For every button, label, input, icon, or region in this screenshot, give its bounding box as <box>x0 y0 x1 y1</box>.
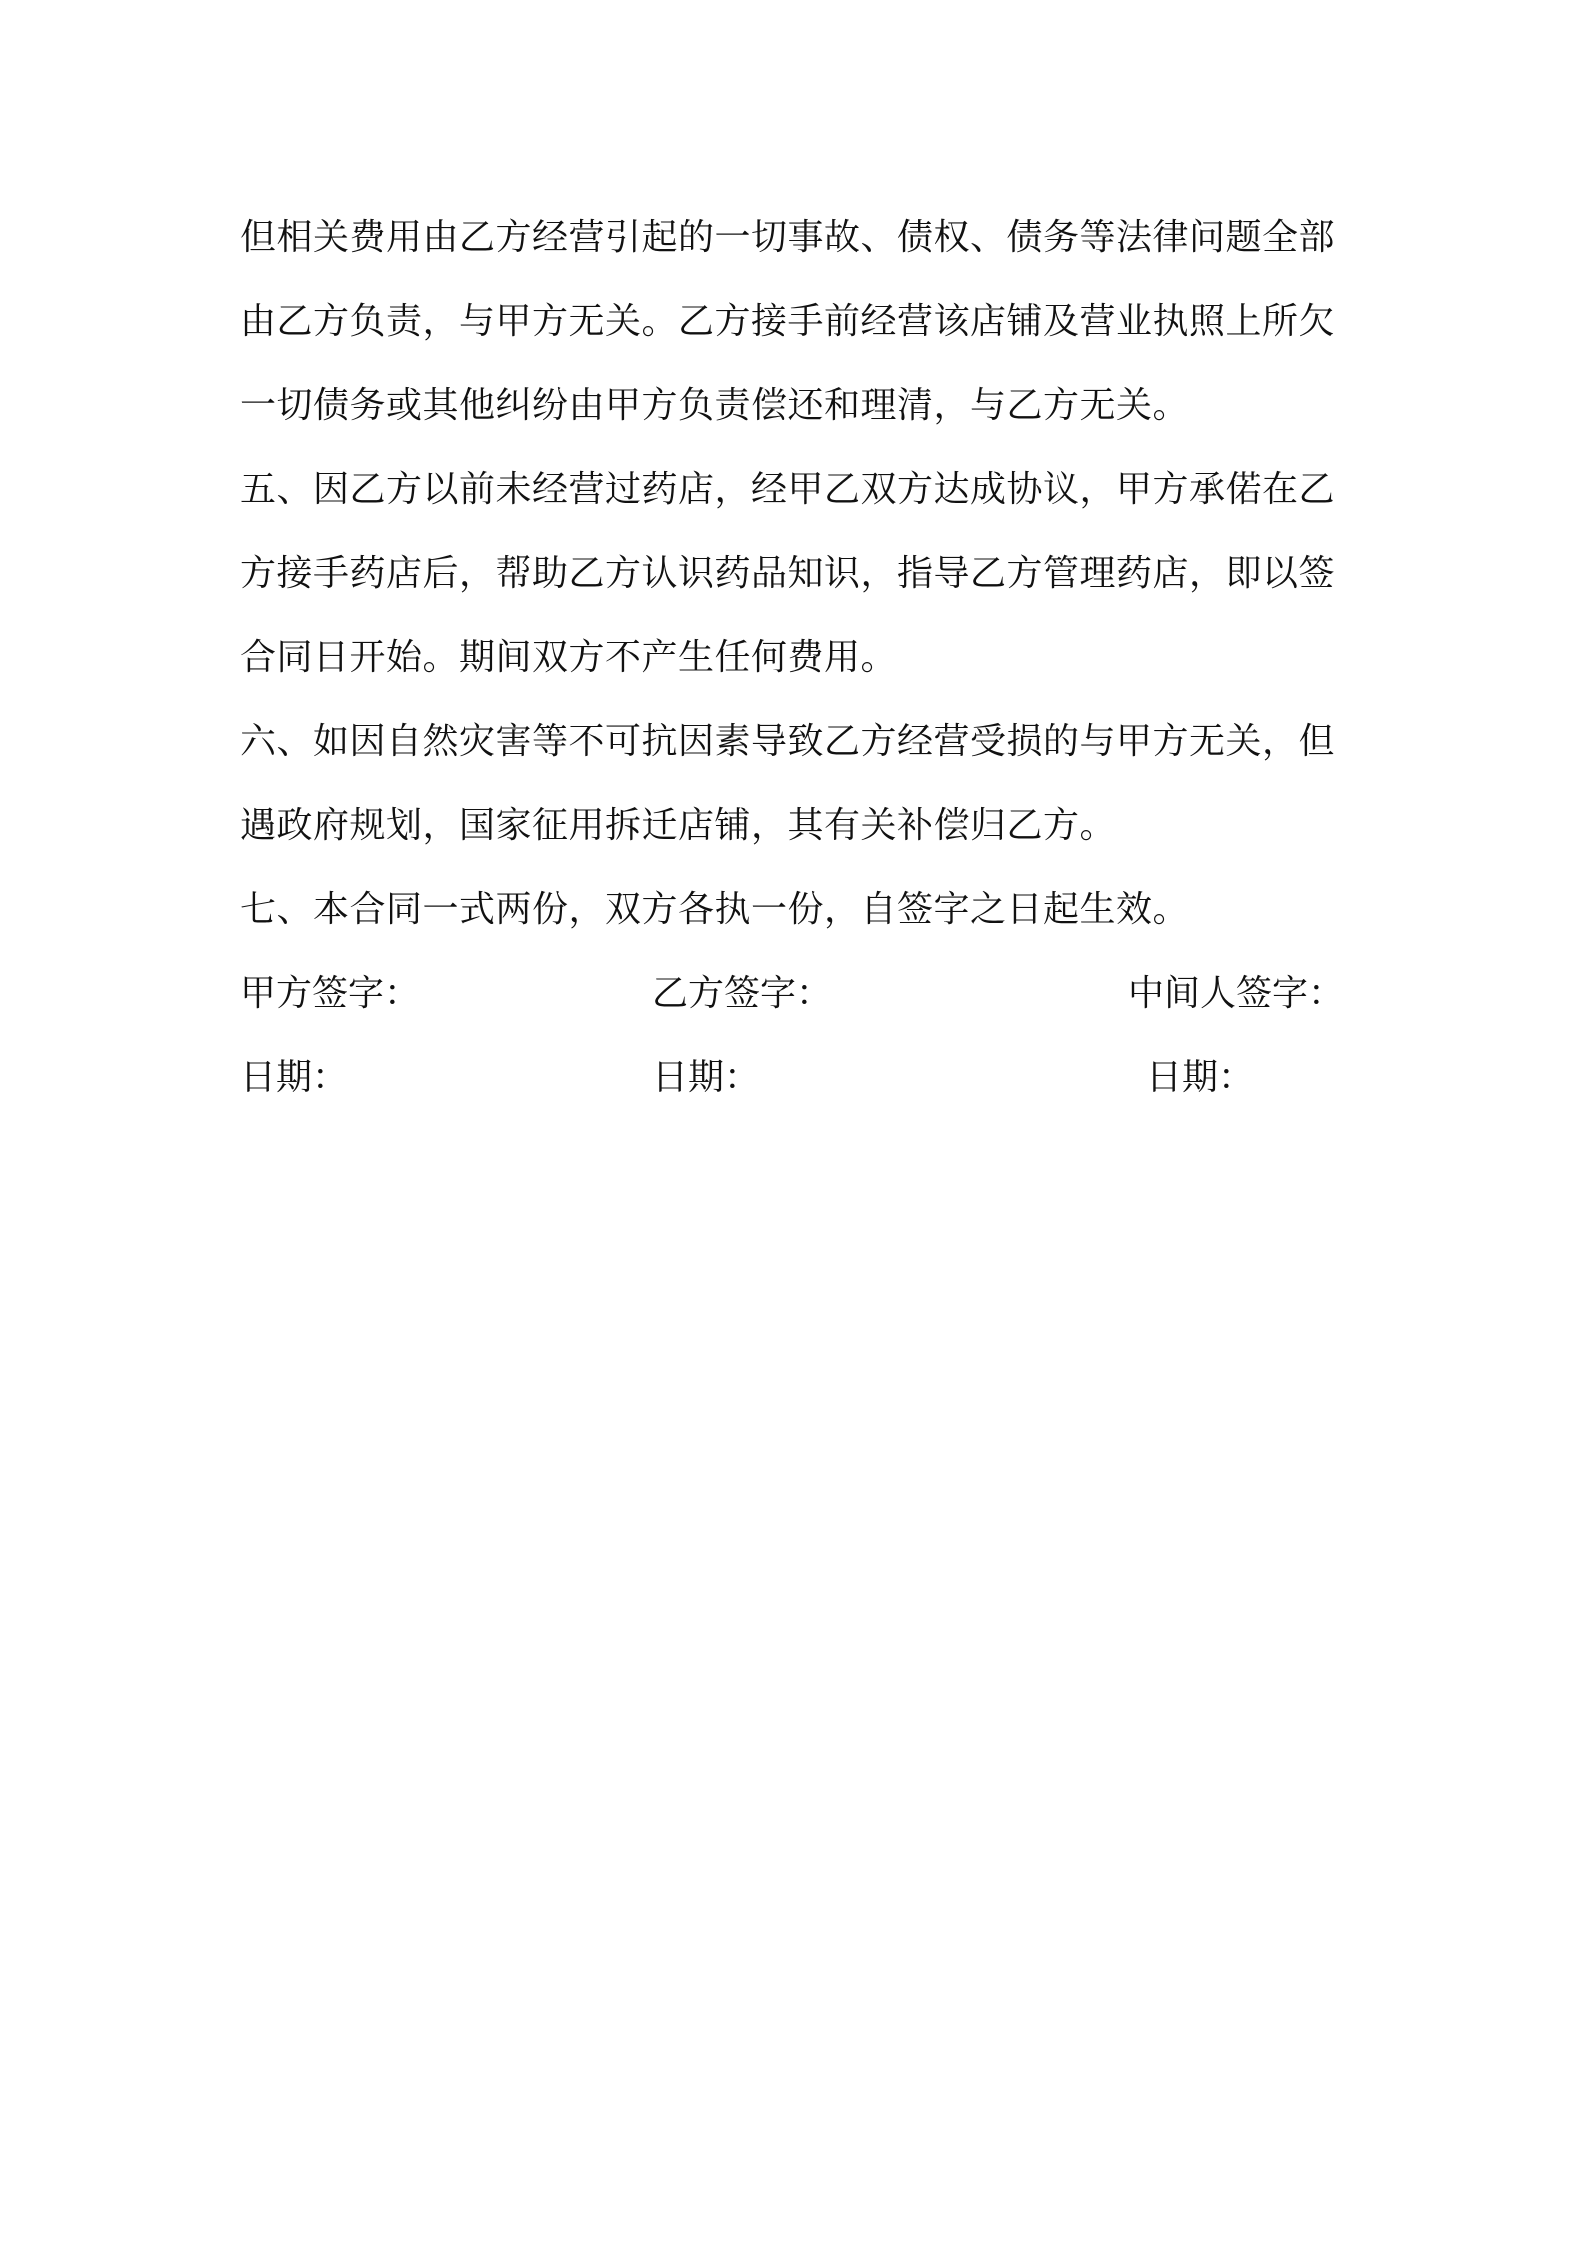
paragraph-line: 由乙方负责，与甲方无关。乙方接手前经营该店铺及营业执照上所欠 <box>240 301 1336 342</box>
clause-6-line: 六、如因自然灾害等不可抗因素导致乙方经营受损的与甲方无关，但 <box>240 721 1336 762</box>
signature-row <box>240 952 1360 1036</box>
middleman-date-label: 日期： <box>1146 1057 1255 1098</box>
paragraph-line: 一切债务或其他纠纷由甲方负责偿还和理清，与乙方无关。 <box>240 385 1190 426</box>
party-b-date-label: 日期： <box>652 1057 761 1098</box>
clause-5-line: 五、因乙方以前未经营过药店，经甲乙双方达成协议，甲方承偌在乙 <box>240 469 1336 510</box>
clause-5-line: 合同日开始。期间双方不产生任何费用。 <box>240 637 898 678</box>
paragraph-line: 但相关费用由乙方经营引起的一切事故、债权、债务等法律问题全部 <box>240 217 1336 258</box>
date-row <box>240 1036 1360 1120</box>
party-a-signature-label: 甲方签字： <box>240 973 421 1014</box>
party-b-signature-label: 乙方签字： <box>652 973 833 1014</box>
clause-7-line: 七、本合同一式两份，双方各执一份，自签字之日起生效。 <box>240 889 1190 930</box>
party-a-date-label: 日期： <box>240 1057 349 1098</box>
contract-body <box>240 196 1360 1120</box>
middleman-signature-label: 中间人签字： <box>1128 973 1345 1014</box>
clause-5-line: 方接手药店后，帮助乙方认识药品知识，指导乙方管理药店，即以签 <box>240 553 1336 594</box>
clause-6-line: 遇政府规划，国家征用拆迁店铺，其有关补偿归乙方。 <box>240 805 1117 846</box>
